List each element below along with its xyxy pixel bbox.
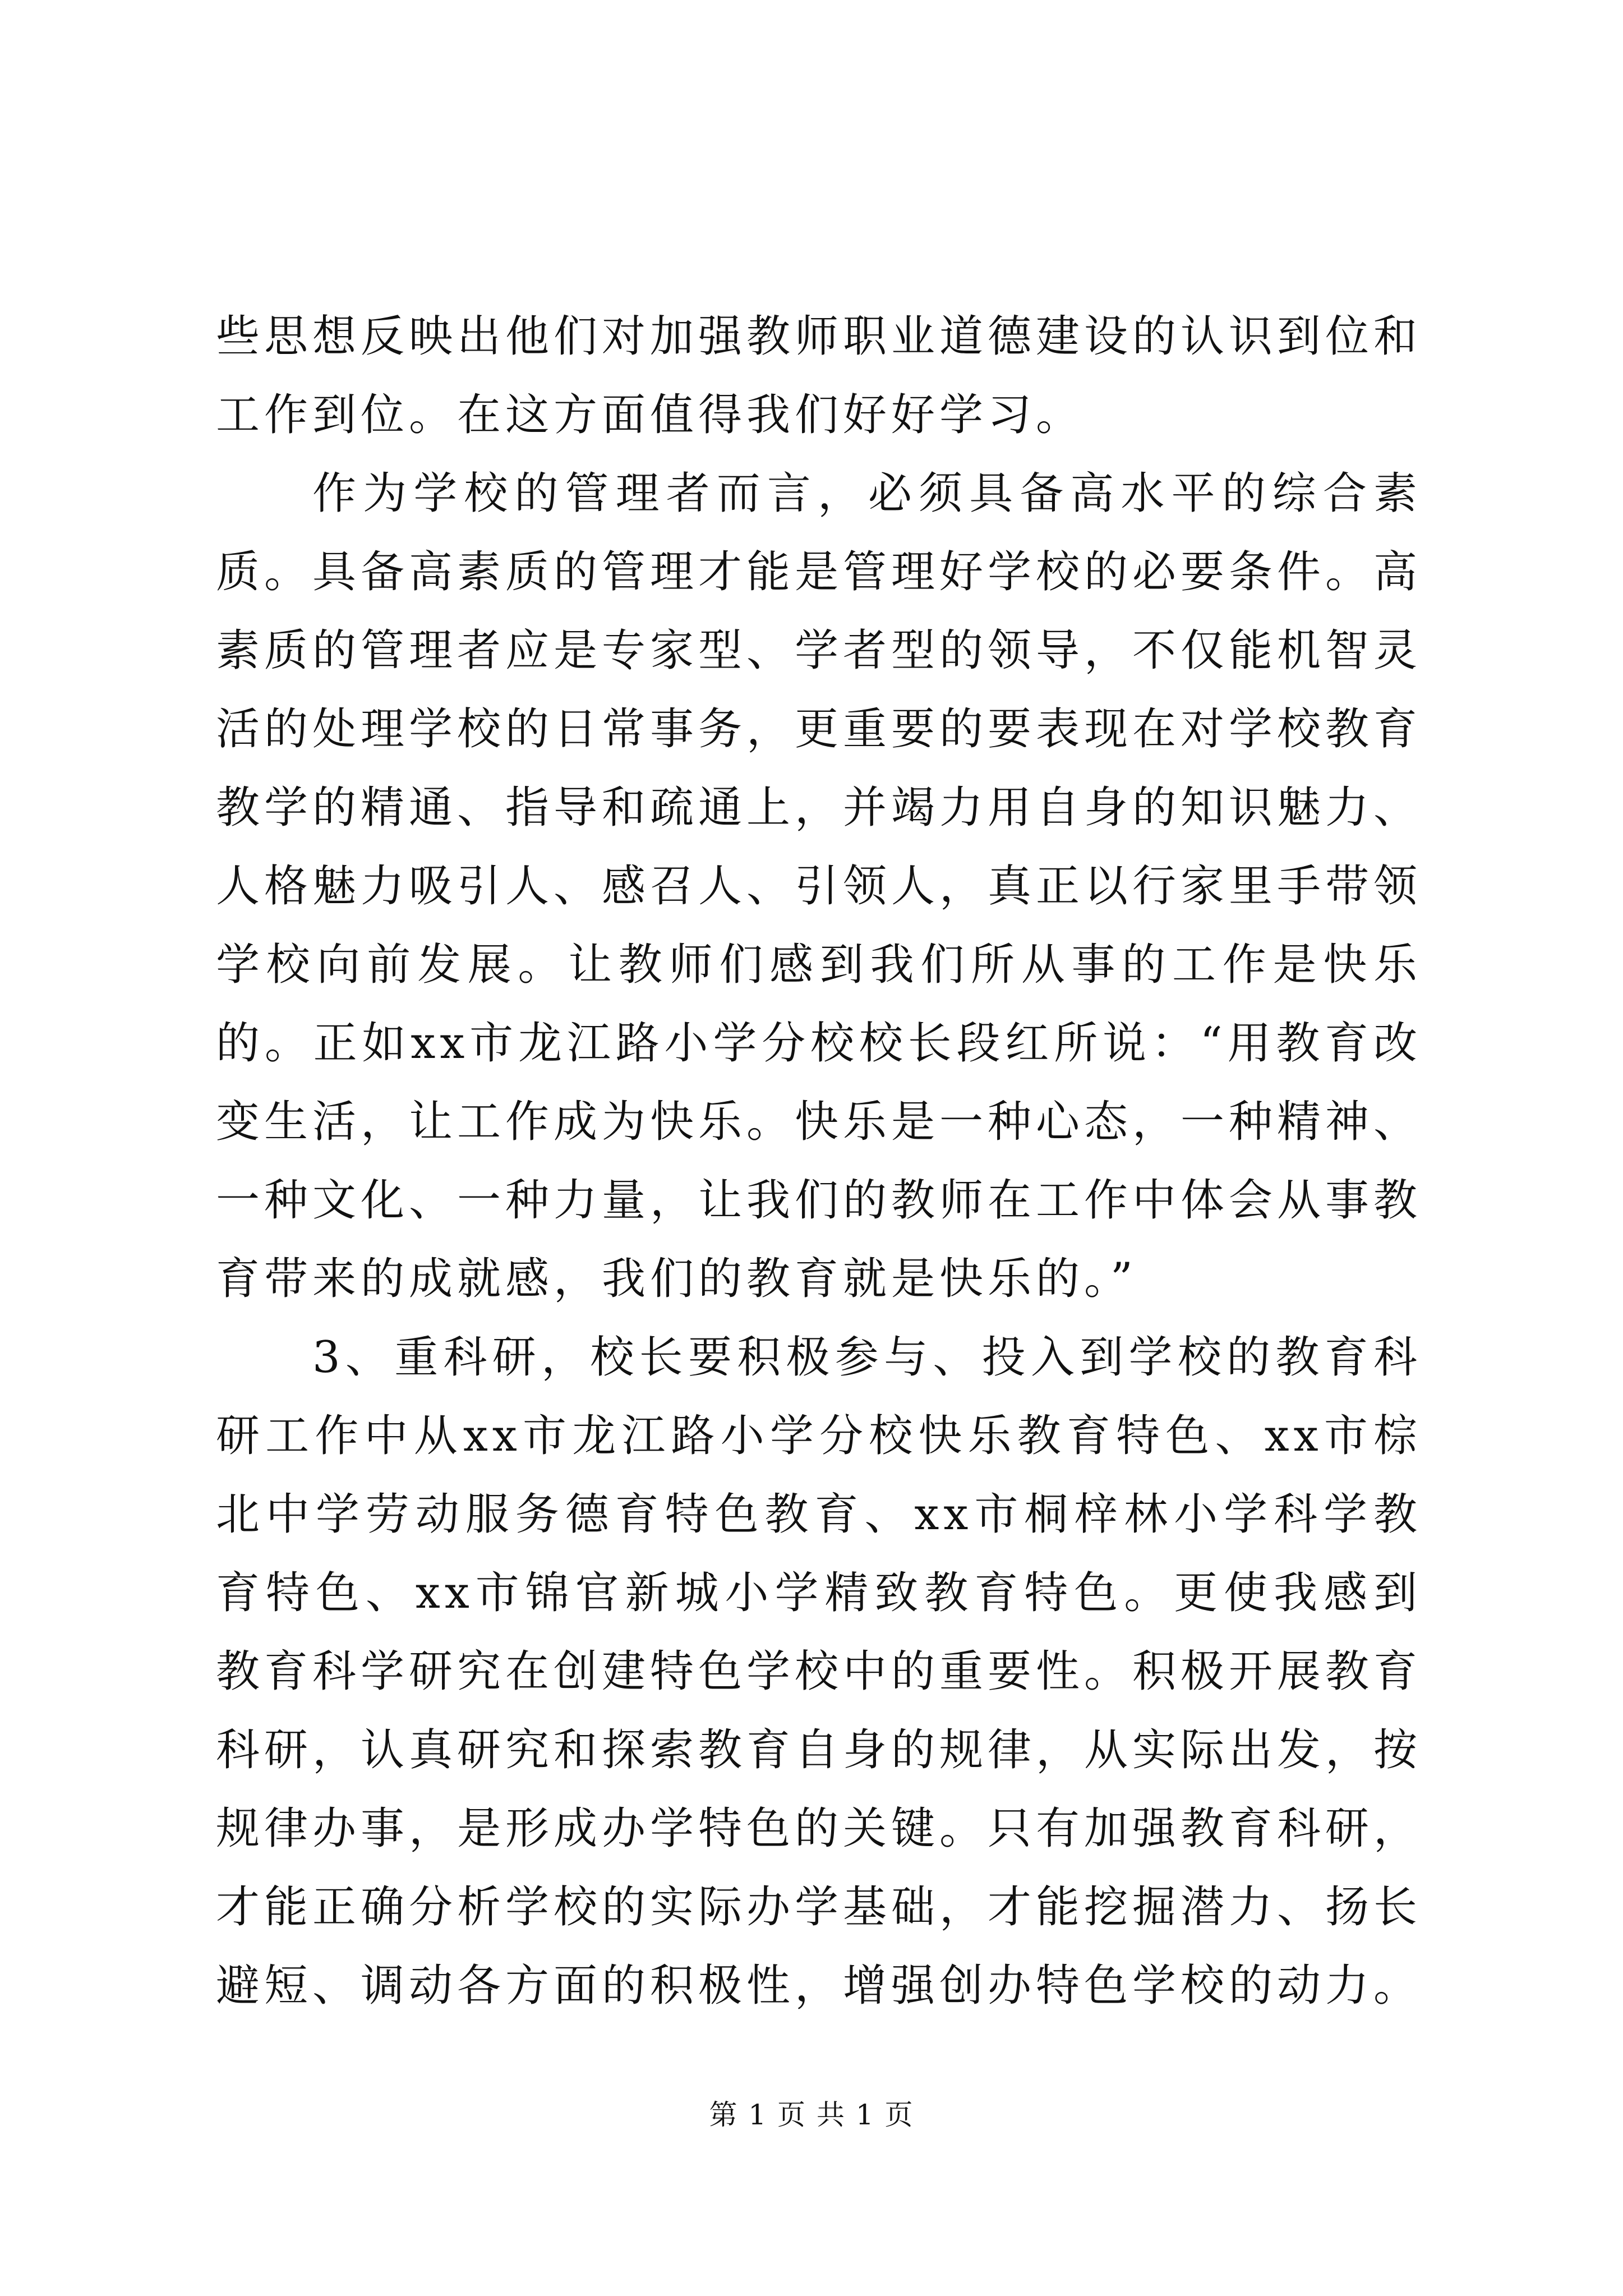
paragraph-1: 些思想反映出他们对加强教师职业道德建设的认识到位和工作到位。在这方面值得我们好好学习。 bbox=[216, 311, 1422, 440]
paragraph-2: 作为学校的管理者而言，必须具备高水平的综合素质。具备高素质的管理才能是管理好学校的必要条件。高素质的管理者应是专家型、学者型的领导，不仅能机智灵活的处理学校的日常事务，更重要的要表现在对学校教育教学的精通、指导和疏通上，并竭力用自身的知识魅力、人格魅力吸引人、感召人、引领人，真正以行家里手带领学校向前发展。让教师们感到我们所从事的工作是快乐的。正如xx市龙江路小学分校校长段红所说：“用教育改变生活，让工作成为快乐。快乐是一种心态，一种精神、一种文化、一种力量，让我们的教师在工作中体会从事教育带来的成就感，我们的教育就是快乐的。” bbox=[216, 468, 1422, 1304]
document-body bbox=[216, 297, 1422, 2025]
paragraph-3: 3、重科研，校长要积极参与、投入到学校的教育科研工作中从xx市龙江路小学分校快乐教育特色、xx市棕北中学劳动服务德育特色教育、xx市桐梓林小学科学教育特色、xx市锦官新城小学精致教育特色。更使我感到教育科学研究在创建特色学校中的重要性。积极开展教育科研，认真研究和探索教育自身的规律，从实际出发，按规律办事，是形成办学特色的关键。只有加强教育科研，才能正确分析学校的实际办学基础，才能挖掘潜力、扬长避短、调动各方面的积极性，增强创办特色学校的动力。 bbox=[216, 1332, 1422, 2011]
page-number-footer: 第 1 页 共 1 页 bbox=[709, 2099, 914, 2131]
